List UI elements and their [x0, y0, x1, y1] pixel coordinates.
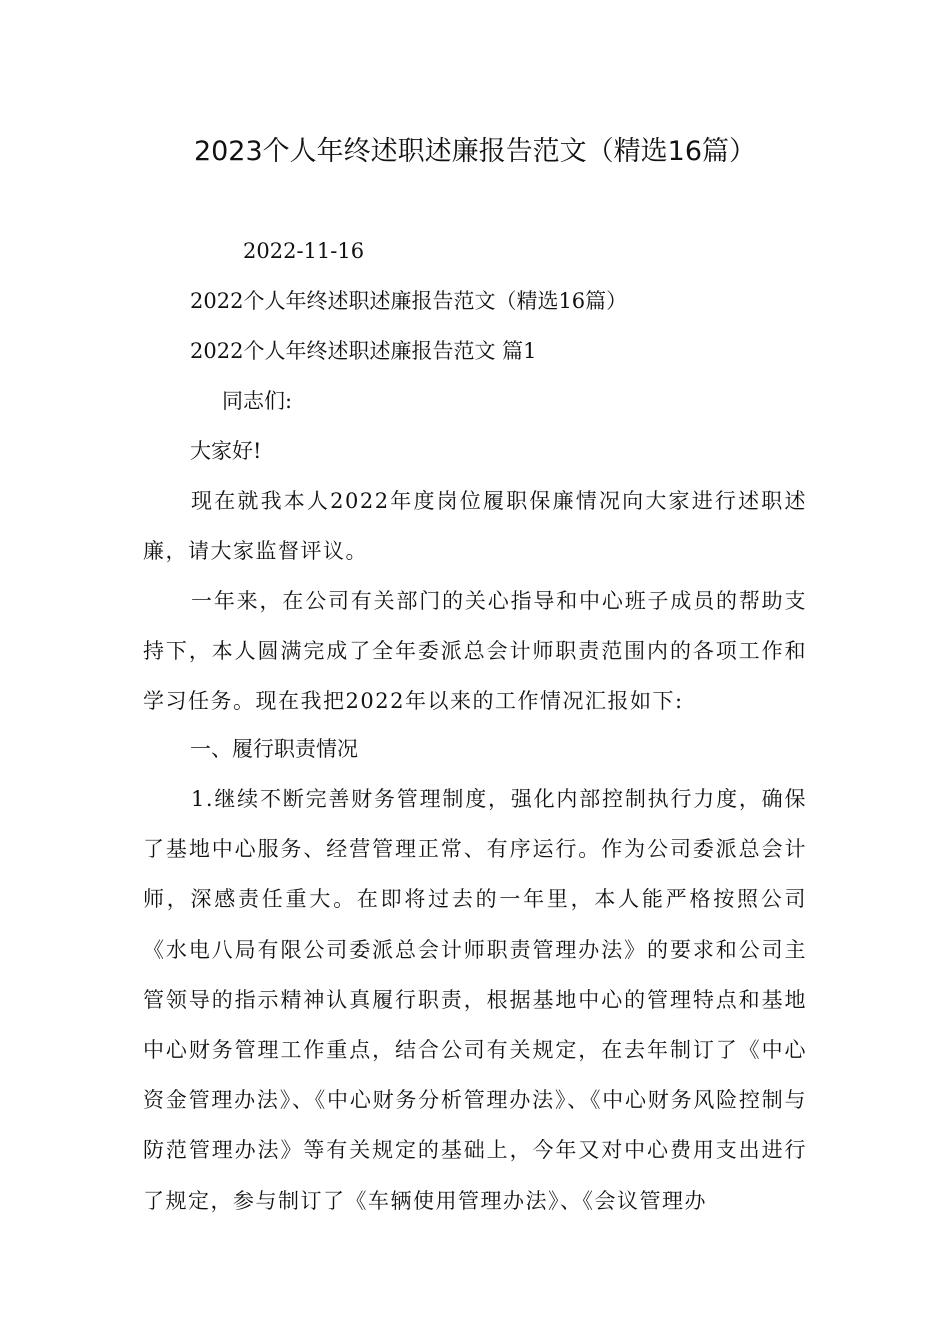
greeting: 大家好!	[190, 439, 262, 463]
section-heading: 2022个人年终述职述廉报告范文 篇1	[190, 339, 537, 363]
document-date: 2022-11-16	[243, 239, 365, 263]
paragraph: 一年来，在公司有关部门的关心指导和中心班子成员的帮助支持下，本人圆满完成了全年委派总会计师职责范围内的各项工作和学习任务。现在我把2022年以来的工作情况汇报如下:	[143, 589, 807, 714]
paragraph: 现在就我本人2022年度岗位履职保廉情况向大家进行述职述廉，请大家监督评议。	[143, 489, 807, 564]
document-title: 2023个人年终述职述廉报告范文（精选16篇）	[193, 136, 757, 167]
heading-performance-of-duties: 一、履行职责情况	[190, 737, 358, 761]
document-subtitle: 2022个人年终述职述廉报告范文（精选16篇）	[190, 289, 628, 313]
salutation: 同志们:	[222, 389, 293, 413]
paragraph: 1.继续不断完善财务管理制度，强化内部控制执行力度，确保了基地中心服务、经营管理正常、有序运行。作为公司委派总会计师，深感责任重大。在即将过去的一年里，本人能严格按照公司《水电八局有限公司委派总会计师职责管理办法》的要求和公司主管领导的指示精神认真履行职责，根据基地中心的管理特点和基地中心财务管理工作重点，结合公司有关规定，在去年制订了《中心资金管理办法》、《中心财务分析管理办法》、《中心财务风险控制与防范管理办法》等有关规定的基础上，今年又对中心费用支出进行了规定，参与制订了《车辆使用管理办法》、《会议管理办	[143, 787, 807, 1213]
